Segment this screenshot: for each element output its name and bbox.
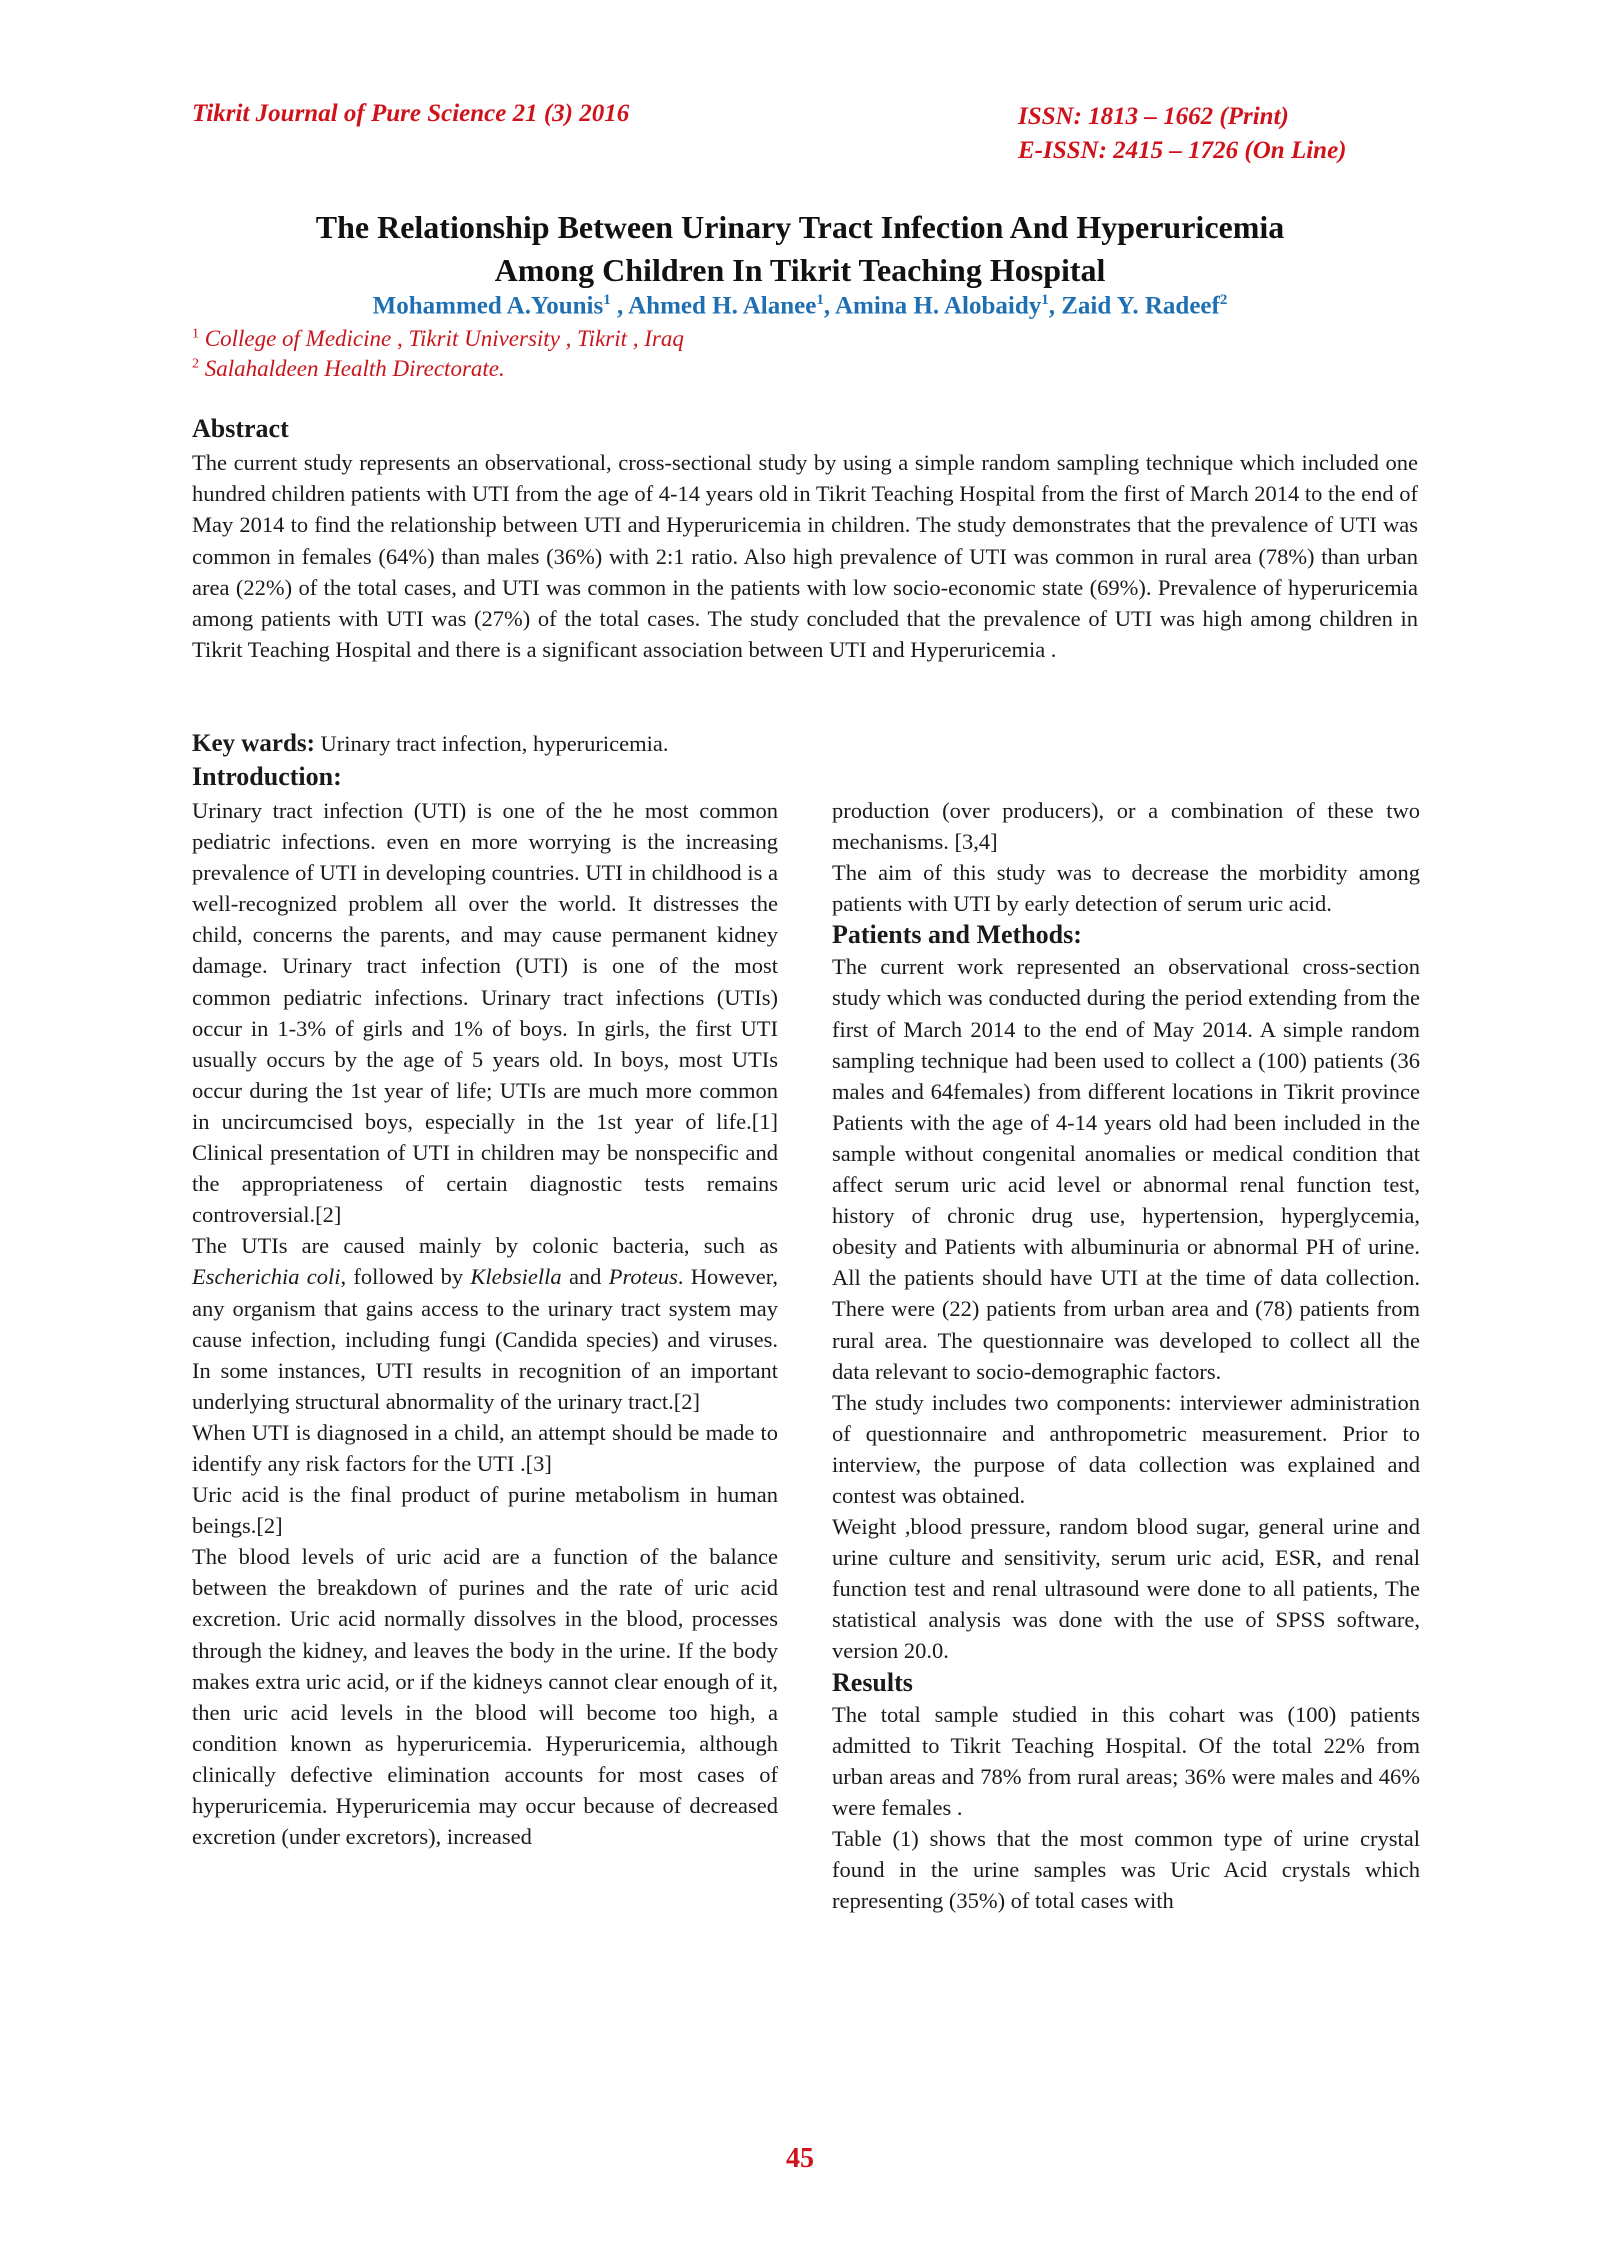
author-separator: , [1048,292,1062,320]
author-affil-sup: 2 [1219,292,1228,308]
author-separator: , [616,292,629,320]
author-name: Ahmed H. Alanee [628,292,817,320]
abstract-heading: Abstract [192,414,289,443]
organism-name: Escherichia coli [192,1264,341,1290]
author-name: Zaid Y. Radeef [1061,292,1220,320]
affiliation-text: Salahaldeen Health Directorate. [204,356,505,381]
author-separator: , [823,292,835,320]
affiliation-sup: 2 [192,356,199,372]
methods-heading: Patients and Methods: [832,920,1082,950]
issn-print: ISSN: 1813 – 1662 (Print) [1018,103,1289,130]
keywords-label: Key wards: [192,730,315,757]
abstract-body: The current study represents an observational, cross-sectional study by using a simple random sampling technique which included one hundred children patients with UTI from the age of 4-14 years old in Tikrit Teaching Hospital from the first of March 2014 to the end of May 2014 to find the relationship between UTI and Hyperuricemia in children. The study demonstrates that the prevalence of UTI was common in females (64%) than males (36%) with 2:1 ratio. Also high prevalence of UTI was common in rural area (78%) than urban area (22%) of the total cases, and UTI was common in the patients with low socio-economic state (69%). Prevalence of hyperuricemia among patients with UTI was (27%) of the total cases. The study concluded that the prevalence of UTI was high among children in Tikrit Teaching Hospital and there is a significant association between UTI and Hyperuricemia . [192,450,1418,663]
issn-block [1018,100,1347,168]
intro-paragraph: When UTI is diagnosed in a child, an attempt should be made to identify any risk factors for the UTI .[3] [192,1419,778,1476]
title-line-2: Among Children In Tikrit Teaching Hospital [494,252,1106,288]
intro-paragraph: Uric acid is the final product of purine metabolism in human beings.[2] [192,1482,778,1539]
results-paragraph: Table (1) shows that the most common type of urine crystal found in the urine samples was Uric Acid crystals which representing (35%) of total cases with [832,1825,1420,1914]
methods-paragraph: The current work represented an observational cross-section study which was conducted during the period extending from the first of March 2014 to the end of May 2014. A simple random sampling technique had been used to collect a (100) patients (36 males and 64females) from different locations in Tikrit province Patients with the age of 4-14 years old had been included in the sample without congenital anomalies or medical condition that affect serum uric acid level or abnormal renal function test, history of chronic drug use, hypertension, hyperglycemia, obesity and Patients with albuminuria or abnormal PH of urine. All the patients should have UTI at the time of data collection. There were (22) patients from urban area and (78) patients from rural area. The questionnaire was developed to collect all the data relevant to socio-demographic factors. [832,954,1420,1384]
text-run: , followed by [340,1264,471,1290]
paper-title [180,206,1420,292]
author-name: Mohammed A.Younis [372,292,604,320]
affiliation-sup: 1 [192,326,199,342]
results-paragraph: The total sample studied in this cohart was (100) patients admitted to Tikrit Teaching Hospital. Of the total 22% from urban areas and 78% from rural areas; 36% were males and 46% were females . [832,1701,1420,1820]
author-affil-sup: 1 [1041,292,1049,308]
journal-header: Tikrit Journal of Pure Science 21 (3) 2016 [192,100,630,127]
keywords-text: Urinary tract infection, hyperuricemia. [314,731,669,756]
left-column [192,795,778,1852]
organism-name: Klebsiella [470,1264,562,1290]
intro-paragraph [192,1230,778,1417]
right-column [832,795,1420,1916]
affiliation-1 [192,326,684,352]
intro-paragraph-continued: production (over producers), or a combination of these two mechanisms. [3,4] [832,798,1420,855]
text-run: . However, any organism that gains access to the urinary tract system may cause infection, including fungi (Candida species) and viruses. In some instances, UTI results in recognition of an important underlying structural abnormality of the urinary tract.[2] [192,1264,778,1414]
affiliation-text: College of Medicine , Tikrit University , Tikrit , Iraq [204,326,684,351]
author-name: Amina H. Alobaidy [834,292,1042,320]
intro-paragraph: Urinary tract infection (UTI) is one of the he most common pediatric infections. even en more worrying is the increasing prevalence of UTI in developing countries. UTI in childhood is a well-recognized problem all over the world. It distresses the child, concerns the parents, and may cause permanent kidney damage. Urinary tract infection (UTI) is one of the most common pediatric infections. Urinary tract infections (UTIs) occur in 1-3% of girls and 1% of boys. In girls, the first UTI usually occurs by the age of 5 years old. In boys, most UTIs occur during the 1st year of life; UTIs are much more common in uncircumcised boys, especially in the 1st year of life.[1] Clinical presentation of UTI in children may be nonspecific and the appropriateness of certain diagnostic tests remains controversial.[2] [192,798,778,1228]
organism-name: Proteus [608,1264,678,1290]
affiliation-2 [192,356,505,382]
introduction-heading: Introduction: [192,762,342,791]
keywords [192,730,669,758]
author-list [180,292,1420,320]
author-affil-sup: 1 [603,292,611,308]
text-run: and [561,1264,609,1290]
methods-paragraph: Weight ,blood pressure, random blood sugar, general urine and urine culture and sensitivity, serum uric acid, ESR, and renal function test and renal ultrasound were done to all patients, The statistical analysis was done with the use of SPSS software, version 20.0. [832,1514,1420,1664]
page-number: 45 [786,2143,814,2174]
author-affil-sup: 1 [816,292,824,308]
text-run: The UTIs are caused mainly by colonic bacteria, such as [192,1233,778,1259]
intro-paragraph: The blood levels of uric acid are a function of the balance between the breakdown of purines and the rate of uric acid excretion. Uric acid normally dissolves in the blood, processes through the kidney, and leaves the body in the urine. If the body makes extra uric acid, or if the kidneys cannot clear enough of it, then uric acid levels in the blood will become too high, a condition known as hyperuricemia. Hyperuricemia, although clinically defective elimination accounts for most cases of hyperuricemia. Hyperuricemia may occur because of decreased excretion (under excretors), increased [192,1544,778,1850]
title-line-1: The Relationship Between Urinary Tract Infection And Hyperuricemia [315,209,1285,245]
methods-paragraph: The study includes two components: interviewer administration of questionnaire and anthropometric measurement. Prior to interview, the purpose of data collection was explained and contest was obtained. [832,1389,1420,1508]
intro-paragraph: The aim of this study was to decrease the morbidity among patients with UTI by early detection of serum uric acid. [832,860,1420,917]
issn-online: E-ISSN: 2415 – 1726 (On Line) [1018,137,1347,164]
results-heading: Results [832,1667,913,1697]
